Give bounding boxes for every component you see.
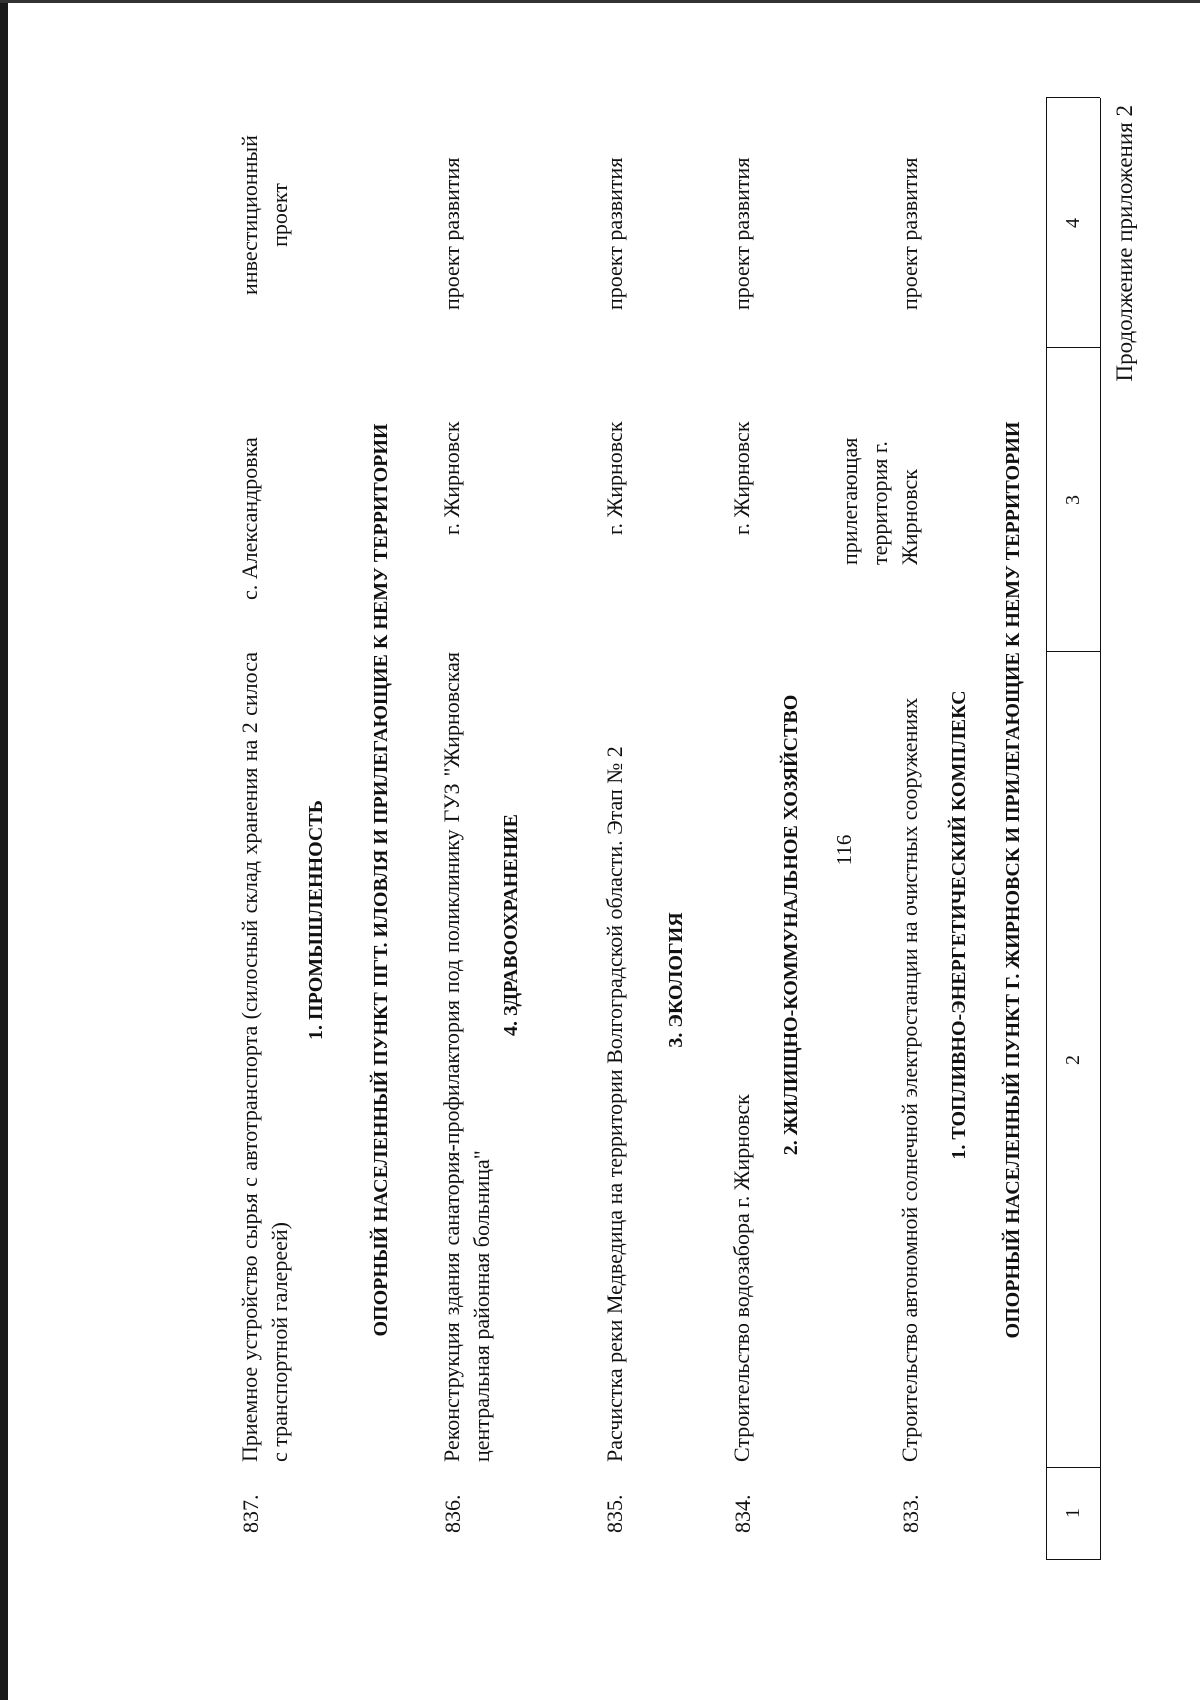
row-835-name: Расчистка реки Медведица на территории Волгоградской области. Этап № 2 — [602, 746, 627, 1462]
row-number-834: 834. — [730, 1494, 755, 1533]
column-header-4: 4 — [1062, 218, 1084, 228]
subsection-heading-housing: 2. ЖИЛИЩНО-КОММУНАЛЬНОЕ ХОЗЯЙСТВО — [780, 694, 802, 1156]
row-834-type: проект развития — [729, 157, 754, 310]
row-837-location: с. Александровка — [237, 437, 262, 600]
column-header-1: 1 — [1062, 1508, 1084, 1518]
col-border-1-2 — [1046, 1467, 1100, 1468]
header-bottom-rule — [1046, 98, 1047, 1560]
row-833-location-text: прилегающая территория г. Жирновск — [837, 437, 922, 565]
continuation-note: Продолжение приложения 2 — [1112, 105, 1137, 382]
table-top-rule — [1100, 98, 1101, 1560]
subsection-heading-health: 4. ЗДРАВООХРАНЕНИЕ — [500, 814, 522, 1036]
row-837-name: Приемное устройство сырья с автотранспорта (силосный склад хранения на 2 силоса с транспортной галереей) — [237, 652, 292, 1462]
subsection-heading-industry: 1. ПРОМЫШЛЕННОСТЬ — [305, 800, 327, 1040]
row-number-836: 836. — [440, 1494, 465, 1533]
row-835-location: г. Жирновск — [602, 421, 627, 535]
row-837-type: инвестиционный проект — [237, 135, 292, 295]
page-number: 116 — [832, 834, 856, 866]
col-border-2-3 — [1046, 651, 1100, 652]
row-833-name: Строительство автономной солнечной электростанции на очистных сооружениях — [897, 697, 922, 1462]
column-header-3: 3 — [1062, 495, 1084, 505]
col-border-3-4 — [1046, 347, 1100, 348]
row-835-type: проект развития — [602, 157, 627, 310]
column-header-2: 2 — [1062, 1055, 1084, 1065]
row-834-name: Строительство водозабора г. Жирновск — [729, 1094, 754, 1462]
row-836-name: Реконструкция здания санатория-профилактория под поликлинику ГУЗ "Жирновская центральная районная больница" — [439, 652, 494, 1462]
row-836-location: г. Жирновск — [439, 421, 464, 535]
row-833-location — [835, 365, 925, 565]
subsection-heading-fuel-energy: 1. ТОПЛИВНО-ЭНЕРГЕТИЧЕСКИЙ КОМПЛЕКС — [948, 690, 970, 1160]
row-number-833: 833. — [898, 1494, 923, 1533]
row-number-837: 837. — [238, 1494, 263, 1533]
row-number-835: 835. — [602, 1494, 627, 1533]
row-833-type: проект развития — [897, 157, 922, 310]
row-834-location: г. Жирновск — [729, 421, 754, 535]
col-border-left — [1046, 1559, 1100, 1560]
section-heading-ilovlya: ОПОРНЫЙ НАСЕЛЕННЫЙ ПУНКТ ПГТ. ИЛОВЛЯ И ПРИЛЕГАЮЩИЕ К НЕМУ ТЕРРИТОРИИ — [370, 423, 392, 1337]
section-heading-zhirnovsk: ОПОРНЫЙ НАСЕЛЕННЫЙ ПУНКТ Г. ЖИРНОВСК И ПРИЛЕГАЮЩИЕ К НЕМУ ТЕРРИТОРИИ — [1002, 421, 1024, 1339]
row-836-type: проект развития — [439, 157, 464, 310]
subsection-heading-ecology: 3. ЭКОЛОГИЯ — [665, 912, 687, 1048]
col-border-right — [1046, 97, 1100, 98]
